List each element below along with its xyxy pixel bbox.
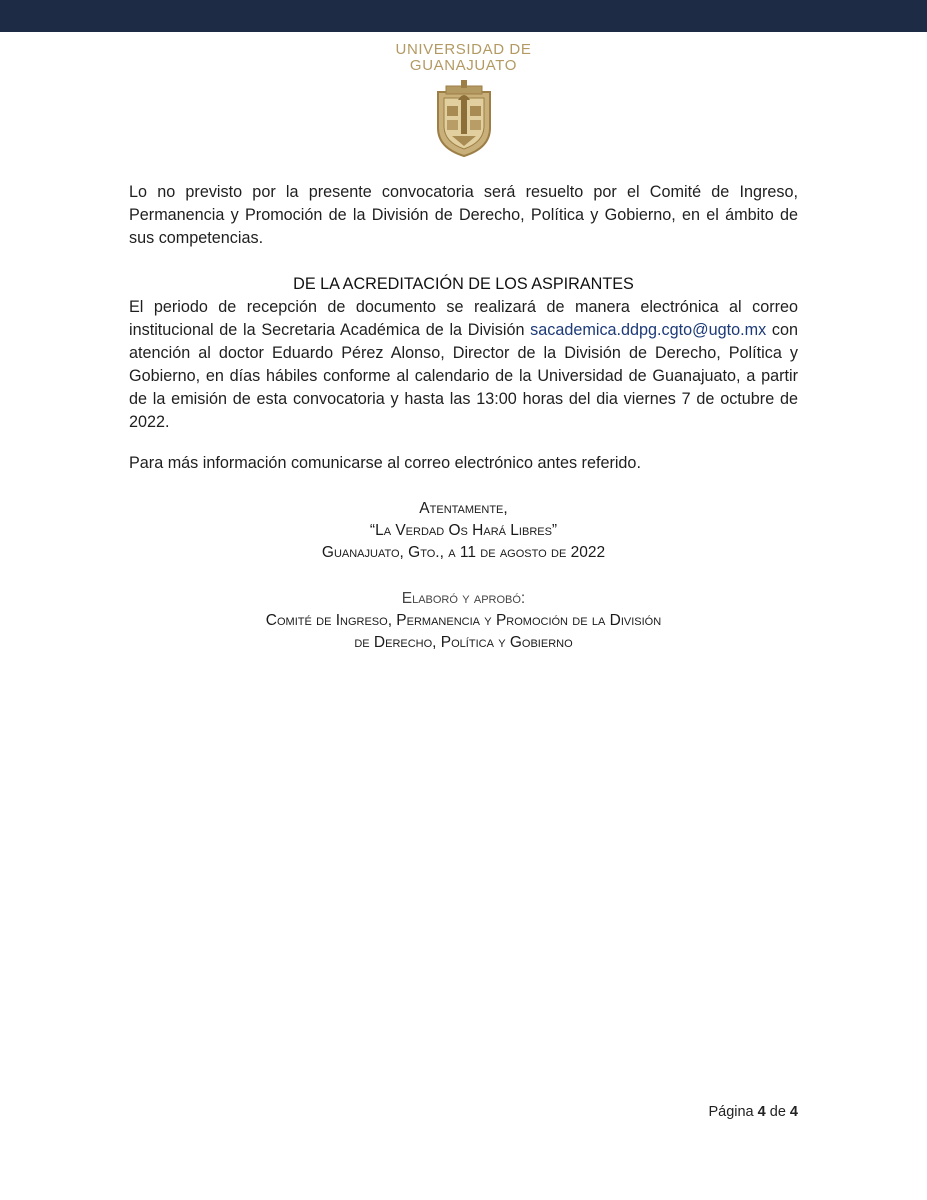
email-link[interactable]: sacademica.ddpg.cgto@ugto.mx: [530, 321, 767, 339]
closing-place-date: Guanajuato, Gto., a 11 de agosto de 2022: [321, 544, 606, 561]
paragraph-reception: [129, 296, 798, 434]
approval-label: Elaboró y aprobó:: [401, 590, 526, 607]
page-total: 4: [789, 1104, 798, 1120]
header-band: [0, 0, 927, 32]
approval-committee-line2: de Derecho, Política y Gobierno: [354, 634, 573, 651]
university-seal-icon: [432, 78, 496, 158]
closing-motto: “La Verdad Os Hará Libres”: [369, 522, 558, 539]
page-word: Página: [708, 1104, 754, 1120]
logo-text-line1: UNIVERSIDAD DE: [395, 41, 532, 58]
section-accreditation: [129, 273, 798, 434]
paragraph-unforeseen: Lo no previsto por la presente convocatoria será resuelto por el Comité de Ingreso, Permanencia y Promoción de la División de Derecho, Política y Gobierno, en el ámbito de sus competencias.: [129, 183, 798, 247]
page-of: de: [769, 1104, 786, 1120]
paragraph-more-info: Para más información comunicarse al correo electrónico antes referido.: [129, 454, 641, 472]
logo-text-line2: GUANAJUATO: [409, 57, 518, 74]
approval-committee-line1: Comité de Ingreso, Permanencia y Promoción de la División: [265, 612, 662, 629]
section-title: DE LA ACREDITACIÓN DE LOS ASPIRANTES: [293, 275, 634, 293]
paragraph-reception-part2: con atención al doctor Eduardo Pérez Alonso, Director de la División de Derecho, Política y Gobierno, en días hábiles conforme al calendario de la Universidad de Guanajuato, a partir de la emisión de esta convocatoria y hasta las 13:00 horas del dia viernes 7 de octubre de 2022.: [129, 321, 798, 431]
approval-block: [0, 588, 927, 654]
page-number: [708, 1104, 798, 1120]
closing-salutation: Atentamente,: [419, 500, 508, 517]
paragraph-reception-part1: El periodo de recepción de documento se realizará de manera electrónica al correo institucional de la Secretaria Académica de la División: [129, 298, 798, 339]
closing-block: [0, 498, 927, 564]
university-logo: [0, 42, 927, 158]
page-current: 4: [757, 1104, 766, 1120]
